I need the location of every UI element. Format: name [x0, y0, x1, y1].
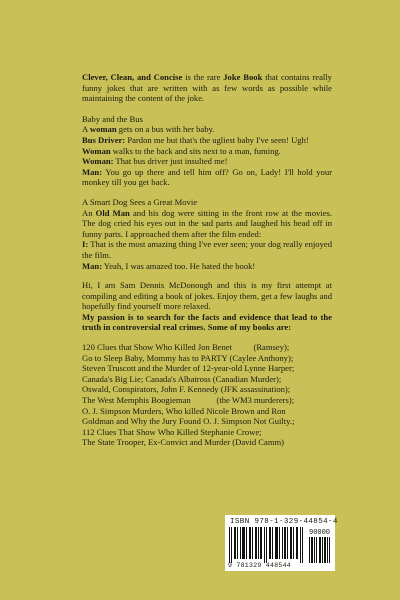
joke2-line3: Man: Yeah, I was amazed too. He hated the book! [82, 260, 256, 271]
author-paragraph: Hi, I am Sam Dennis McDonough and this is my first attempt at compiling and editing a book of jokes. Enjoy them, get a few laughs and hopefully find yourself more relaxed. [82, 280, 332, 312]
joke1-title: Baby and the Bus [82, 113, 143, 124]
price-code: 90000 [309, 529, 331, 537]
book-list-item: Canada's Big Lie; Canada's Albatross (Canadian Murder); [82, 373, 282, 384]
joke-smart-dog [82, 197, 332, 271]
author-passion: My passion is to search for the facts and evidence that lead to the truth in controversial real crimes. Some of my books are: [82, 311, 332, 333]
joke2-title: A Smart Dog Sees a Great Movie [82, 196, 198, 207]
joke1-line5: Man: You go up there and tell him off? Go on, Lady! I'll hold your monkey till you get back. [82, 166, 332, 188]
book-list-item: Goldman and Why the Jury Found O. J. Simpson Not Guilty.; [82, 416, 295, 427]
joke-baby-and-bus [82, 114, 332, 188]
joke2-line1: An Old Man and his dog were sitting in the front row at the movies. The dog cried his eyes out in the sad parts and laughed his head off in funny parts. I approached them after the film ended: [82, 207, 332, 239]
isbn-label: ISBN 978-1-329-44854-4 [230, 518, 338, 526]
joke1-line3: Woman walks to the back and sits next to a man, fuming. [82, 145, 281, 156]
back-cover-text [82, 72, 332, 448]
intro-joke-book: Joke Book [223, 72, 263, 82]
book-list-item: Oswald, Conspirators, John F. Kennedy (JFK assassination); [82, 384, 291, 395]
book-list-item: O. J. Simpson Murders, Who killed Nicole Brown and Ron [82, 405, 286, 416]
intro-lead: Clever, Clean, and Concise [82, 72, 183, 82]
book-list-item: 120 Clues that Show Who Killed Jon Benet (Ramsey); [82, 342, 290, 353]
book-list [82, 342, 332, 448]
joke1-line1: A woman gets on a bus with her baby. [82, 124, 215, 135]
intro-mid: is the rare [182, 72, 224, 82]
barcode-bars-icon [229, 527, 305, 563]
price-barcode-bars-icon [309, 537, 331, 563]
book-list-item: Go to Sleep Baby, Mommy has to PARTY (Caylee Anthony); [82, 352, 294, 363]
intro-rest: that contains really funny jokes that are written with as few words as possible while maintaining the content of the joke. [82, 72, 332, 104]
intro-paragraph [82, 72, 332, 104]
joke1-line2: Bus Driver: Pardon me but that's the ugliest baby I've seen! Ugh! [82, 134, 309, 145]
joke1-line4: Woman: That bus driver just insulted me! [82, 156, 228, 167]
isbn-barcode [225, 515, 338, 571]
book-list-item: Steven Truscott and the Murder of 12-year-old Lynne Harper; [82, 363, 295, 374]
barcode-digits: 9 781329 448544 [228, 562, 292, 569]
book-list-item: 112 Clues That Show Who Killed Stephanie Crowe; [82, 426, 262, 437]
book-list-item: The State Trooper, Ex-Convict and Murder (David Camm) [82, 437, 285, 448]
joke2-line2: I: That is the most amazing thing I've ever seen; your dog really enjoyed the film. [82, 239, 332, 260]
book-list-item: The West Memphis Boogieman (the WM3 murderers); [82, 395, 295, 406]
